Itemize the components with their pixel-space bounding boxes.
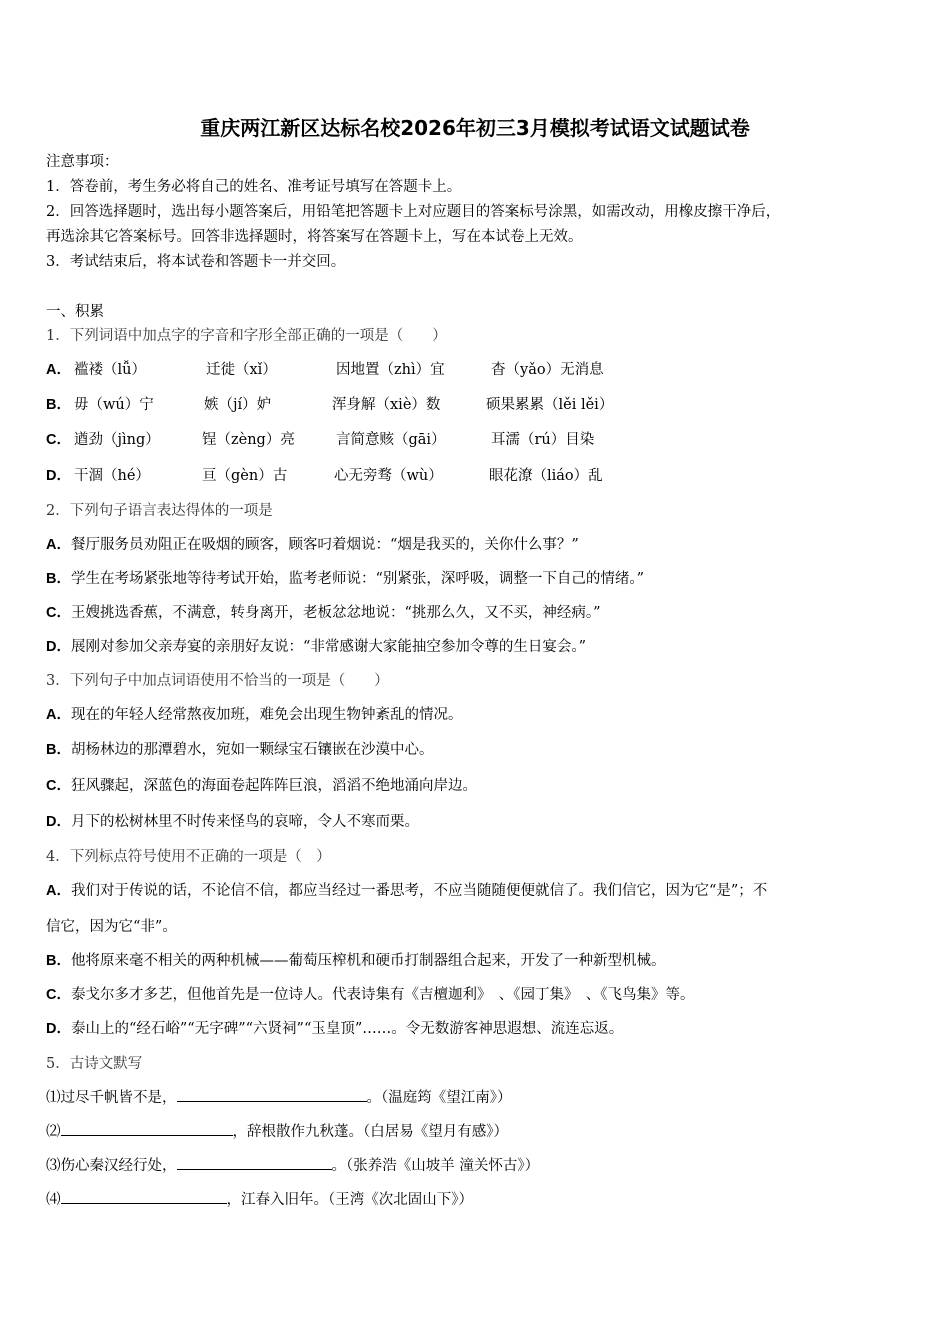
word-item: 眼花潦（liáo）乱 (489, 468, 603, 484)
option-text: 学生在考场紧张地等待考试开始，监考老师说：“别紧张，深呼吸，调整一下自己的情绪。” (70, 571, 645, 587)
q3-option-d (46, 812, 419, 832)
option-label: B． (46, 397, 71, 413)
option-label: C． (46, 987, 71, 1003)
option-text: 他将原来毫不相关的两种机械——葡萄压榨机和硬币打制器组合起来，开发了一种新型机械。 (70, 953, 666, 969)
answer-blank[interactable] (61, 1121, 233, 1136)
word-item: 迁徙（xǐ） (206, 362, 277, 378)
word-item: 遒劲（jìng） (74, 432, 160, 448)
page-title: 重庆两江新区达标名校2026年初三3月模拟考试语文试题试卷 (200, 116, 750, 140)
option-label: D． (46, 1021, 71, 1037)
word-item: 耳濡（rú）目染 (491, 432, 595, 448)
option-text: 现在的年轻人经常熬夜加班，难免会出现生物钟紊乱的情况。 (70, 707, 463, 723)
option-label: D． (46, 639, 71, 655)
item-prefix: ⑷ (46, 1192, 61, 1208)
option-text: 我们对于传说的话，不论信不信，都应当经过一番思考，不应当随随便便就信了。我们信它，因为它“是”；不 (70, 883, 768, 899)
question-1-stem: 1．下列词语中加点字的字音和字形全部正确的一项是（ ） (46, 328, 447, 344)
q5-item-3 (46, 1155, 539, 1176)
item-suffix: ，江春入旧年。（王湾《次北固山下》） (226, 1192, 473, 1208)
q2-option-c (46, 603, 601, 623)
q3-option-c (46, 776, 477, 796)
q2-option-b (46, 569, 644, 589)
option-label: B． (46, 742, 71, 758)
item-suffix: ，辞根散作九秋蓬。（白居易《望月有感》） (232, 1124, 508, 1140)
word-item: 毋（wú）宁 (74, 397, 154, 413)
answer-blank[interactable] (61, 1189, 227, 1204)
option-text: 展刚对参加父亲寿宴的亲朋好友说：“非常感谢大家能抽空参加令尊的生日宴会。” (70, 639, 587, 655)
word-item: 褴褛（lǚ） (74, 362, 146, 378)
item-suffix: 。（温庭筠《望江南》） (366, 1090, 512, 1106)
option-label: C． (46, 778, 71, 794)
word-item: 嫉（jí）妒 (204, 397, 272, 413)
q5-item-2 (46, 1121, 508, 1142)
q2-option-a (46, 535, 579, 555)
answer-blank[interactable] (177, 1155, 332, 1170)
question-4-stem: 4．下列标点符号使用不正确的一项是（ ） (46, 849, 331, 865)
q4-option-a-continued (46, 917, 177, 937)
word-item: 亘（gèn）古 (202, 468, 288, 484)
option-text: 泰戈尔多才多艺，但他首先是一位诗人。代表诗集有《吉檀迦利》 、《园丁集》 、《飞鸟集》等。 (70, 987, 695, 1003)
word-item: 锃（zèng）亮 (202, 432, 295, 448)
word-item: 杳（yǎo）无消息 (491, 362, 604, 378)
q4-option-b (46, 951, 665, 971)
word-item: 因地置（zhì）宜 (336, 362, 445, 378)
option-text: 餐厅服务员劝阻正在吸烟的顾客，顾客叼着烟说：“烟是我买的，关你什么事？” (70, 537, 579, 553)
word-item: 言简意赅（gāi） (336, 432, 446, 448)
item-suffix: 。（张养浩《山坡羊 潼关怀古》） (331, 1158, 540, 1174)
option-label: C． (46, 605, 71, 621)
option-label: A． (46, 362, 71, 378)
item-prefix: ⑴过尽千帆皆不是， (46, 1090, 177, 1106)
option-label: A． (46, 707, 71, 723)
word-item: 干涸（hé） (74, 468, 150, 484)
q5-item-4 (46, 1189, 473, 1210)
q3-option-b (46, 740, 433, 760)
answer-blank[interactable] (177, 1087, 367, 1102)
item-prefix: ⑶伤心秦汉经行处， (46, 1158, 177, 1174)
option-text: 月下的松树林里不时传来怪鸟的哀啼，令人不寒而栗。 (70, 814, 419, 830)
option-label: D． (46, 468, 71, 484)
notice-item: 2．回答选择题时，选出每小题答案后，用铅笔把答题卡上对应题目的答案标号涂黑，如需改动，用橡皮擦干净后， (46, 204, 781, 220)
option-label: A． (46, 883, 71, 899)
question-2-stem: 2．下列句子语言表达得体的一项是 (46, 503, 273, 519)
q5-item-1 (46, 1087, 512, 1108)
q4-option-c (46, 985, 694, 1005)
question-5-stem: 5．古诗文默写 (46, 1056, 143, 1072)
notice-item: 再选涂其它答案标号。回答非选择题时，将答案写在答题卡上，写在本试卷上无效。 (46, 229, 583, 245)
q2-option-d (46, 637, 586, 657)
option-text: 信它，因为它“非”。 (46, 919, 177, 935)
q3-option-a (46, 705, 462, 725)
option-text: 泰山上的“经石峪”“无字碑”“六贤祠”“玉皇顶”……。令无数游客神思遐想、流连忘返。 (70, 1021, 624, 1037)
section-heading: 一、积累 (46, 304, 104, 320)
option-text: 狂风骤起，深蓝色的海面卷起阵阵巨浪，滔滔不绝地涌向岸边。 (70, 778, 477, 794)
item-prefix: ⑵ (46, 1124, 61, 1140)
word-item: 浑身解（xiè）数 (332, 397, 441, 413)
option-label: B． (46, 571, 71, 587)
question-3-stem: 3．下列句子中加点词语使用不恰当的一项是（ ） (46, 673, 389, 689)
option-text: 胡杨林边的那潭碧水，宛如一颗绿宝石镶嵌在沙漠中心。 (70, 742, 434, 758)
q4-option-d (46, 1019, 623, 1039)
notice-heading: 注意事项： (46, 154, 119, 170)
option-label: C． (46, 432, 71, 448)
word-item: 心无旁骛（wù） (334, 468, 443, 484)
notice-item: 1．答卷前，考生务必将自己的姓名、准考证号填写在答题卡上。 (46, 179, 462, 195)
word-item: 硕果累累（lěi lěi） (486, 397, 614, 413)
notice-item: 3．考试结束后，将本试卷和答题卡一并交回。 (46, 254, 346, 270)
option-label: D． (46, 814, 71, 830)
option-label: A． (46, 537, 71, 553)
option-label: B． (46, 953, 71, 969)
q4-option-a (46, 881, 767, 901)
option-text: 王嫂挑选香蕉，不满意，转身离开，老板忿忿地说：“挑那么久，又不买，神经病。” (70, 605, 601, 621)
